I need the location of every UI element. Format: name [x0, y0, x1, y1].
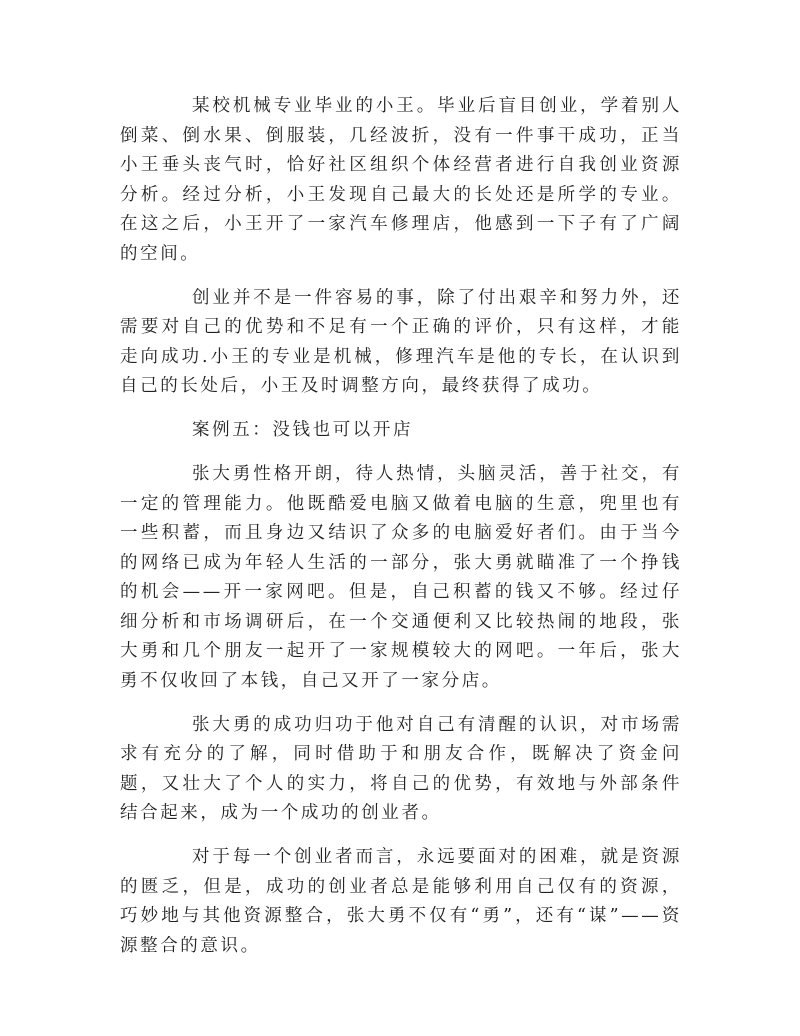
paragraph-xiaowang-analysis: 创业并不是一件容易的事，除了付出艰辛和努力外，还需要对自己的优势和不足有一个正确的评价，只有这样，才能走向成功.小王的专业是机械，修理汽车是他的专长，在认识到自己的长处后，小王及时调整方向，最终获得了成功。	[120, 287, 682, 396]
case-heading: 案例五：没钱也可以开店	[192, 420, 414, 440]
paragraph-resource-integration: 对于每一个创业者而言，永远要面对的困难，就是资源的匮乏，但是，成功的创业者总是能够利用自己仅有的资源，巧妙地与其他资源整合，张大勇不仅有“勇”，还有“谋”——资源整合的意识。	[120, 847, 682, 956]
document-page	[120, 92, 682, 976]
paragraph-zhangdayong-story: 张大勇性格开朗，待人热情，头脑灵活，善于社交，有一定的管理能力。他既酷爱电脑又做着电脑的生意，兜里也有一些积蓄，而且身边又结识了众多的电脑爱好者们。由于当今的网络已成为年轻人生活的一部分，张大勇就瞄准了一个挣钱的机会——开一家网吧。但是，自己积蓄的钱又不够。经过仔细分析和市场调研后，在一个交通便利又比较热闹的地段，张大勇和几个朋友一起开了一家规模较大的网吧。一年后，张大勇不仅收回了本钱，自己又开了一家分店。	[120, 464, 682, 691]
paragraph-xiaowang-story: 某校机械专业毕业的小王。毕业后盲目创业，学着别人倒菜、倒水果、倒服装，几经波折，没有一件事干成功，正当小王垂头丧气时，恰好社区组织个体经营者进行自我创业资源分析。经过分析，小王发现自己最大的长处还是所学的专业。在这之后，小王开了一家汽车修理店，他感到一下子有了广阔的空间。	[120, 96, 682, 264]
paragraph-zhangdayong-analysis: 张大勇的成功归功于他对自己有清醒的认识，对市场需求有充分的了解，同时借助于和朋友合作，既解决了资金问题，又壮大了个人的实力，将自己的优势，有效地与外部条件结合起来，成为一个成功的创业者。	[120, 714, 682, 823]
